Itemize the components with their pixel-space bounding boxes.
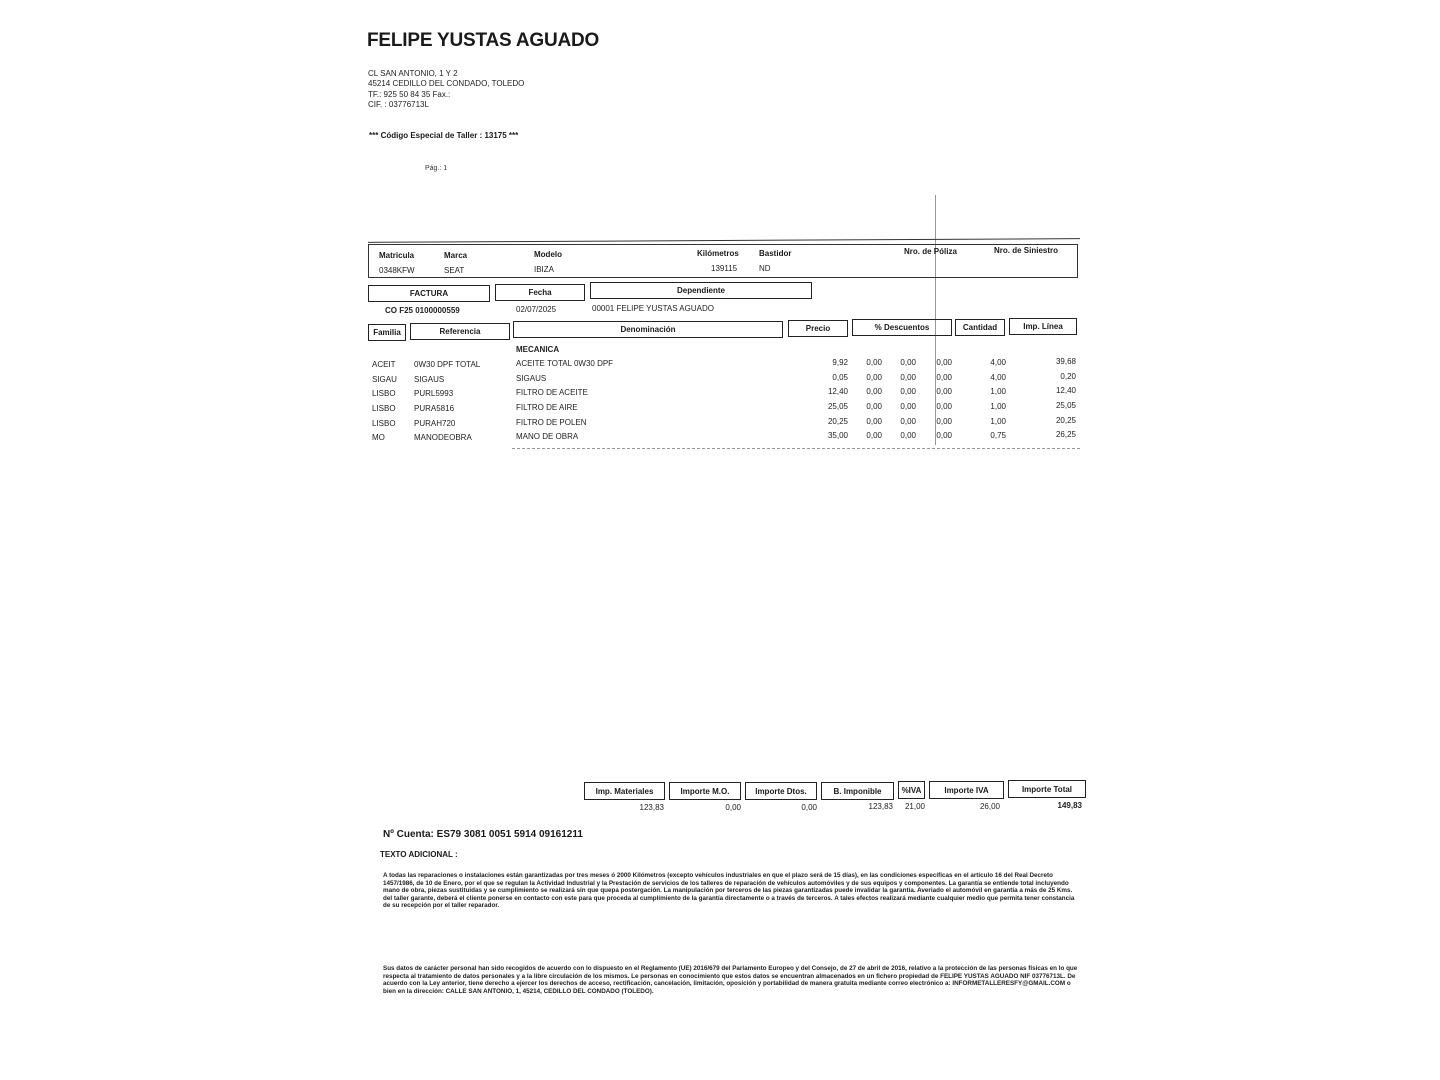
row-cantidad: 0,75 (990, 431, 1006, 440)
row-denominacion: FILTRO DE POLEN (516, 418, 587, 427)
marca-header: Marca (444, 251, 468, 260)
familia-header: Familia (368, 324, 406, 341)
row-dto1: 0,00 (866, 373, 882, 382)
row-referencia: 0W30 DPF TOTAL (414, 360, 481, 369)
row-cantidad: 4,00 (990, 358, 1006, 367)
mo-header: Importe M.O. (669, 782, 741, 800)
row-dto1: 0,00 (866, 431, 882, 440)
row-dto1: 0,00 (866, 387, 882, 396)
row-referencia: MANODEOBRA (414, 433, 472, 442)
table-end-divider (512, 448, 1080, 449)
modelo-value: IBIZA (534, 265, 555, 274)
row-denominacion: FILTRO DE AIRE (516, 403, 578, 412)
bastidor-value: ND (759, 264, 771, 273)
row-dto2: 0,00 (900, 387, 916, 396)
matricula-value: 0348KFW (379, 266, 415, 275)
row-denominacion: SIGAUS (516, 374, 547, 383)
total-value: 149,83 (1057, 801, 1082, 810)
row-precio: 9,92 (832, 358, 848, 367)
dtos-header: Importe Dtos. (745, 782, 817, 800)
denominacion-header: Denominación (513, 321, 783, 338)
table-row (370, 430, 1080, 447)
row-referencia: PURL5993 (414, 389, 454, 398)
vehicle-box (368, 244, 1078, 278)
dependiente-value: 00001 FELIPE YUSTAS AGUADO (592, 304, 714, 313)
row-dto2: 0,00 (900, 373, 916, 382)
company-name: FELIPE YUSTAS AGUADO (367, 30, 600, 51)
special-workshop-code: *** Código Especial de Taller : 13175 *** (369, 131, 519, 140)
iva-value: 26,00 (979, 802, 1000, 811)
warranty-paragraph: A todas las reparaciones o instalaciones están garantizadas por tres meses ó 2000 Kilómetros (excepto vehículos industriales en que el plazo será de 15 días), en las condiciones específicas en el artículo 16 del Real Decreto 1457/1986, de 10 de Enero, por el que se regulan la Actividad Industrial y la Prestación de servicios de los talleres de reparación de vehículos automóviles y de sus equipos y componentes. La garantía se entiende total incluyendo mano de obra, piezas sustituidas y se cumplimiento se realizará sin que quepa postergación. La manipulación por terceros de las piezas garantizadas puede invalidar la garantía. Averiado el automóvil en garantía a más de 25 Kms. del taller garante, deberá el cliente ponerse en contacto con este para que proceda al cumplimiento de la garantía directamente o a través de terceros. A tales efectos realizará mediante cualquier medio que permita tener constancia de su recepción por el taller reparador. (383, 872, 1075, 910)
row-denominacion: FILTRO DE ACEITE (516, 388, 588, 397)
additional-text-label: TEXTO ADICIONAL : (380, 850, 458, 859)
page-number: Pág.: 1 (425, 165, 448, 172)
row-familia: LISBO (372, 404, 396, 413)
dtos-value: 0,00 (801, 803, 817, 812)
dependiente-header: Dependiente (590, 282, 812, 299)
table-row (370, 401, 1080, 418)
row-dto1: 0,00 (866, 402, 882, 411)
row-precio: 0,05 (832, 373, 848, 382)
row-referencia: PURA5816 (414, 404, 455, 413)
iva-pct-value: 21,00 (904, 802, 925, 811)
row-precio: 25,05 (827, 402, 848, 411)
referencia-header: Referencia (410, 323, 510, 340)
cif-line: CIF. : 03776713L (368, 100, 429, 109)
siniestro-header: Nro. de Siniestro (994, 246, 1059, 255)
modelo-header: Modelo (534, 250, 562, 259)
row-familia: LISBO (372, 419, 396, 428)
row-importe: 39,68 (1055, 357, 1076, 366)
row-cantidad: 1,00 (990, 417, 1006, 426)
row-familia: ACEIT (372, 360, 396, 369)
row-precio: 20,25 (827, 417, 848, 426)
invoice-date: 02/07/2025 (516, 305, 557, 314)
iva-pct-header: %IVA (898, 781, 925, 799)
row-dto3: 0,00 (936, 387, 952, 396)
row-importe: 26,25 (1055, 430, 1076, 439)
total-header: Importe Total (1008, 780, 1086, 798)
base-header: B. Imponible (821, 782, 894, 800)
importe-header: Imp. Línea (1009, 318, 1077, 335)
row-dto1: 0,00 (866, 417, 882, 426)
bastidor-header: Bastidor (759, 249, 792, 258)
table-row (370, 386, 1080, 403)
base-value: 123,83 (868, 802, 893, 811)
factura-header: FACTURA (368, 285, 490, 302)
descuentos-header: % Descuentos (852, 319, 952, 336)
row-dto1: 0,00 (866, 358, 882, 367)
row-cantidad: 1,00 (990, 402, 1006, 411)
address-line: CL SAN ANTONIO, 1 Y 2 (368, 69, 458, 78)
iva-header: Importe IVA (929, 781, 1004, 799)
bank-account: Nº Cuenta: ES79 3081 0051 5914 09161211 (383, 829, 583, 840)
row-dto2: 0,00 (900, 358, 916, 367)
marca-value: SEAT (444, 266, 465, 275)
row-dto2: 0,00 (900, 402, 916, 411)
table-row (370, 357, 1080, 374)
row-importe: 25,05 (1055, 401, 1076, 410)
materiales-value: 123,83 (639, 803, 664, 812)
row-referencia: PURAH720 (414, 419, 456, 428)
materiales-header: Imp. Materiales (584, 782, 665, 800)
row-dto3: 0,00 (936, 358, 952, 367)
cantidad-header: Cantidad (955, 319, 1005, 336)
address-line: 45214 CEDILLO DEL CONDADO, TOLEDO (368, 79, 525, 88)
privacy-paragraph: Sus datos de carácter personal han sido recogidos de acuerdo con lo dispuesto en el Reglamento (UE) 2016/679 del Parlamento Europeo y del Consejo, de 27 de abril de 2016, relativo a la protección de las personas físicas en lo que respecta al tratamiento de datos personales y a la libre circulación de los mismos. Le personas en conocimiento que estos datos se encuentran almacenados en un fichero propiedad de FELIPE YUSTAS AGUADO NIF 03776713L. De acuerdo con la Ley anterior, tiene derecho a ejercer los derechos de acceso, rectificación, cancelación, limitación, oposición y portabilidad de manera gratuita mediante correo electrónico a: INFORMETALLERESFY@GMAIL.COM o bien en la dirección: CALLE SAN ANTONIO, 1, 45214, CEDILLO DEL CONDADO (TOLEDO). (383, 965, 1078, 995)
row-denominacion: ACEITE TOTAL 0W30 DPF (516, 359, 614, 368)
row-dto3: 0,00 (936, 373, 952, 382)
precio-header: Precio (788, 320, 848, 337)
row-dto3: 0,00 (936, 417, 952, 426)
row-importe: 0,20 (1060, 372, 1076, 381)
invoice-number: CO F25 0100000559 (385, 306, 460, 315)
section-title: MECANICA (516, 345, 560, 354)
row-precio: 12,40 (827, 387, 848, 396)
row-dto3: 0,00 (936, 431, 952, 440)
poliza-header: Nro. de Póliza (904, 247, 957, 256)
row-dto3: 0,00 (936, 402, 952, 411)
row-importe: 20,25 (1055, 416, 1076, 425)
row-cantidad: 4,00 (990, 373, 1006, 382)
kilometros-value: 139115 (711, 264, 738, 273)
row-familia: SIGAU (372, 375, 397, 384)
row-familia: LISBO (372, 389, 396, 398)
row-precio: 35,00 (827, 431, 848, 440)
row-denominacion: MANO DE OBRA (516, 432, 579, 441)
row-importe: 12,40 (1055, 386, 1076, 395)
row-cantidad: 1,00 (990, 387, 1006, 396)
kilometros-header: Kilómetros (697, 249, 739, 258)
phone-line: TF.: 925 50 84 35 Fax.: (368, 90, 451, 99)
row-dto2: 0,00 (900, 431, 916, 440)
row-dto2: 0,00 (900, 417, 916, 426)
fecha-header: Fecha (495, 284, 585, 301)
row-familia: MO (372, 433, 385, 442)
row-referencia: SIGAUS (414, 375, 445, 384)
mo-value: 0,00 (725, 803, 741, 812)
matricula-header: Matricula (379, 251, 415, 260)
divider (368, 238, 1080, 243)
